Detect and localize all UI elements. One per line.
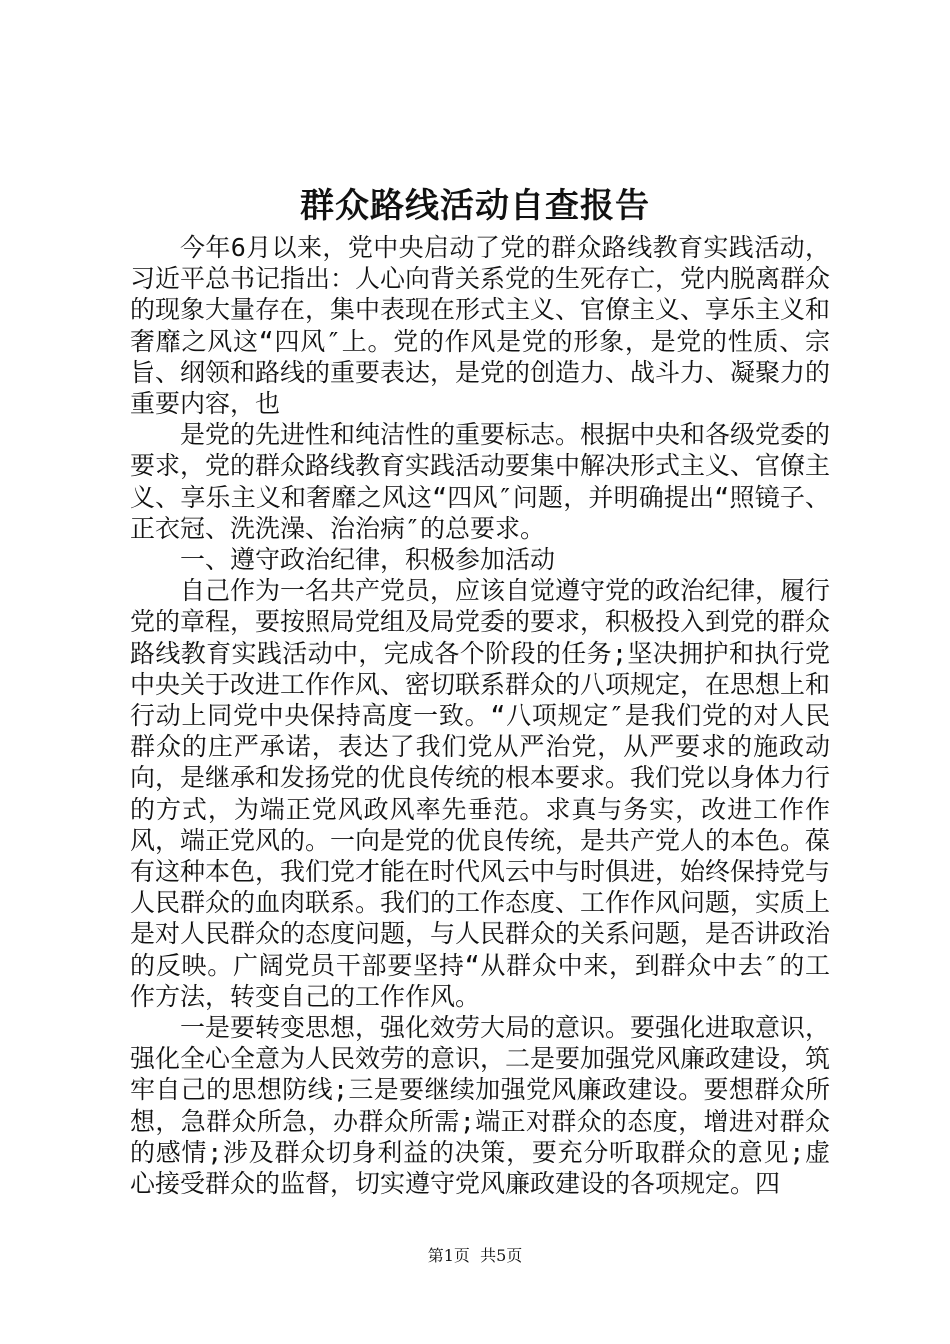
paragraph-discipline: 自己作为一名共产党员，应该自觉遵守党的政治纪律，履行党的章程，要按照局党组及局党委的要求，积极投入到党的群众路线教育实践活动中，完成各个阶段的任务;坚决拥护和执行党中央关于改进工作作风、密切联系群众的八项规定，在思想上和行动上同党中央保持高度一致。“八项规定″是我们党的对人民群众的庄严承诺，表达了我们党从严治党，从严要求的施政动向，是继承和发扬党的优良传统的根本要求。我们党以身体力行的方式，为端正党风政风率先垂范。求真与务实，改进工作作风，端正党风的。一向是党的优良传统，是共产党人的本色。葆有这种本色，我们党才能在时代风云中与时俱进，始终保持党与人民群众的血肉联系。我们的工作态度、工作作风问题，实质上是对人民群众的态度问题，与人民群众的关系问题，是否讲政治的反映。广阔党员干部要坚持“从群众中来，到群众中去″的工作方法，转变自己的工作作风。 <box>130 576 831 1011</box>
page-total: 共5页 <box>480 1246 523 1265</box>
section-heading-1: 一、遵守政治纪律，积极参加活动 <box>180 545 556 575</box>
document-title: 群众路线活动自查报告 <box>300 186 650 226</box>
document-body <box>130 232 830 1199</box>
paragraph-requirements: 是党的先进性和纯洁性的重要标志。根据中央和各级党委的要求，党的群众路线教育实践活动要集中解决形式主义、官僚主义、享乐主义和奢靡之风这“四风″问题，并明确提出“照镜子、正衣冠、洗洗澡、治治病″的总要求。 <box>130 420 831 543</box>
page-footer <box>0 1244 950 1268</box>
paragraph-intro: 今年6月以来，党中央启动了党的群众路线教育实践活动，习近平总书记指出：人心向背关系党的生死存亡，党内脱离群众的现象大量存在，集中表现在形式主义、官僚主义、享乐主义和奢靡之风这“四风″上。党的作风是党的形象，是党的性质、宗旨、纲领和路线的重要表达，是党的创造力、战斗力、凝聚力的重要内容，也 <box>130 233 831 419</box>
paragraph-measures: 一是要转变思想，强化效劳大局的意识。要强化进取意识，强化全心全意为人民效劳的意识，二是要加强党风廉政建设，筑牢自己的思想防线;三是要继续加强党风廉政建设。要想群众所想，急群众所急，办群众所需;端正对群众的态度，增进对群众的感情;涉及群众切身利益的决策，要充分听取群众的意见;虚心接受群众的监督，切实遵守党风廉政建设的各项规定。四 <box>130 1013 831 1199</box>
page-number: 第1页 <box>427 1246 470 1265</box>
